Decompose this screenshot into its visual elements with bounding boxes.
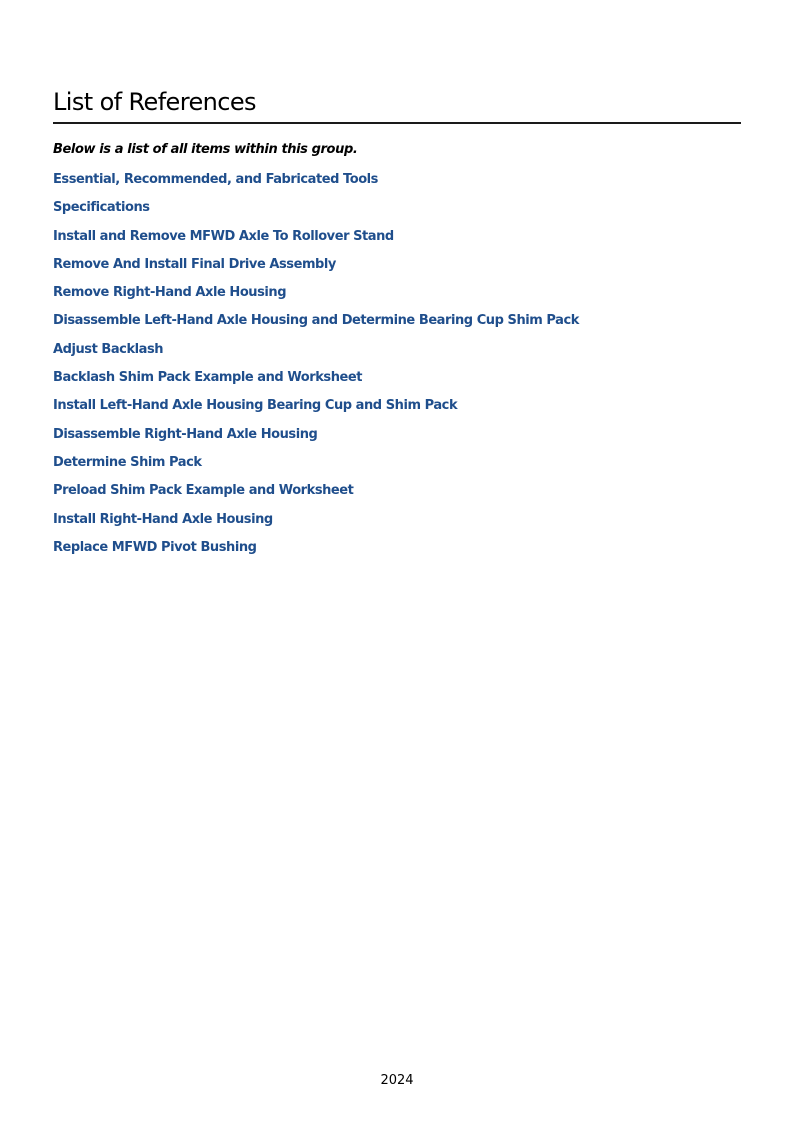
list-item [53, 479, 579, 507]
reference-link-preload-worksheet[interactable]: Preload Shim Pack Example and Worksheet [53, 483, 354, 499]
list-item [53, 253, 579, 281]
reference-link-rollover-stand[interactable]: Install and Remove MFWD Axle To Rollover Stand [53, 228, 394, 244]
list-item [53, 536, 579, 564]
reference-link-pivot-bushing[interactable]: Replace MFWD Pivot Bushing [53, 539, 257, 555]
reference-link-backlash-worksheet[interactable]: Backlash Shim Pack Example and Worksheet [53, 370, 363, 386]
reference-link-disassemble-lh-housing[interactable]: Disassemble Left-Hand Axle Housing and Determine Bearing Cup Shim Pack [53, 313, 579, 329]
list-item [53, 196, 579, 224]
reference-link-tools[interactable]: Essential, Recommended, and Fabricated Tools [53, 172, 378, 187]
list-item [53, 394, 579, 422]
list-item [53, 508, 579, 536]
intro-text: Below is a list of all items within this group. [53, 142, 358, 157]
page-title: List of References [53, 88, 256, 116]
title-divider [53, 122, 741, 124]
list-item [53, 423, 579, 451]
reference-link-final-drive[interactable]: Remove And Install Final Drive Assembly [53, 256, 336, 272]
list-item [53, 366, 579, 394]
list-item [53, 309, 579, 337]
list-item [53, 451, 579, 479]
reference-link-adjust-backlash[interactable]: Adjust Backlash [53, 341, 164, 357]
reference-list [53, 168, 579, 564]
reference-link-remove-rh-housing[interactable]: Remove Right-Hand Axle Housing [53, 285, 287, 301]
list-item [53, 281, 579, 309]
reference-link-disassemble-rh-housing[interactable]: Disassemble Right-Hand Axle Housing [53, 426, 318, 442]
page-footer-year: 2024 [380, 1073, 414, 1088]
list-item [53, 168, 579, 196]
reference-link-determine-shim-pack[interactable]: Determine Shim Pack [53, 454, 202, 470]
reference-link-specifications[interactable]: Specifications [53, 200, 150, 216]
reference-link-install-lh-bearing-cup[interactable]: Install Left-Hand Axle Housing Bearing Cup and Shim Pack [53, 398, 458, 414]
list-item [53, 225, 579, 253]
reference-link-install-rh-housing[interactable]: Install Right-Hand Axle Housing [53, 511, 273, 527]
list-item [53, 338, 579, 366]
